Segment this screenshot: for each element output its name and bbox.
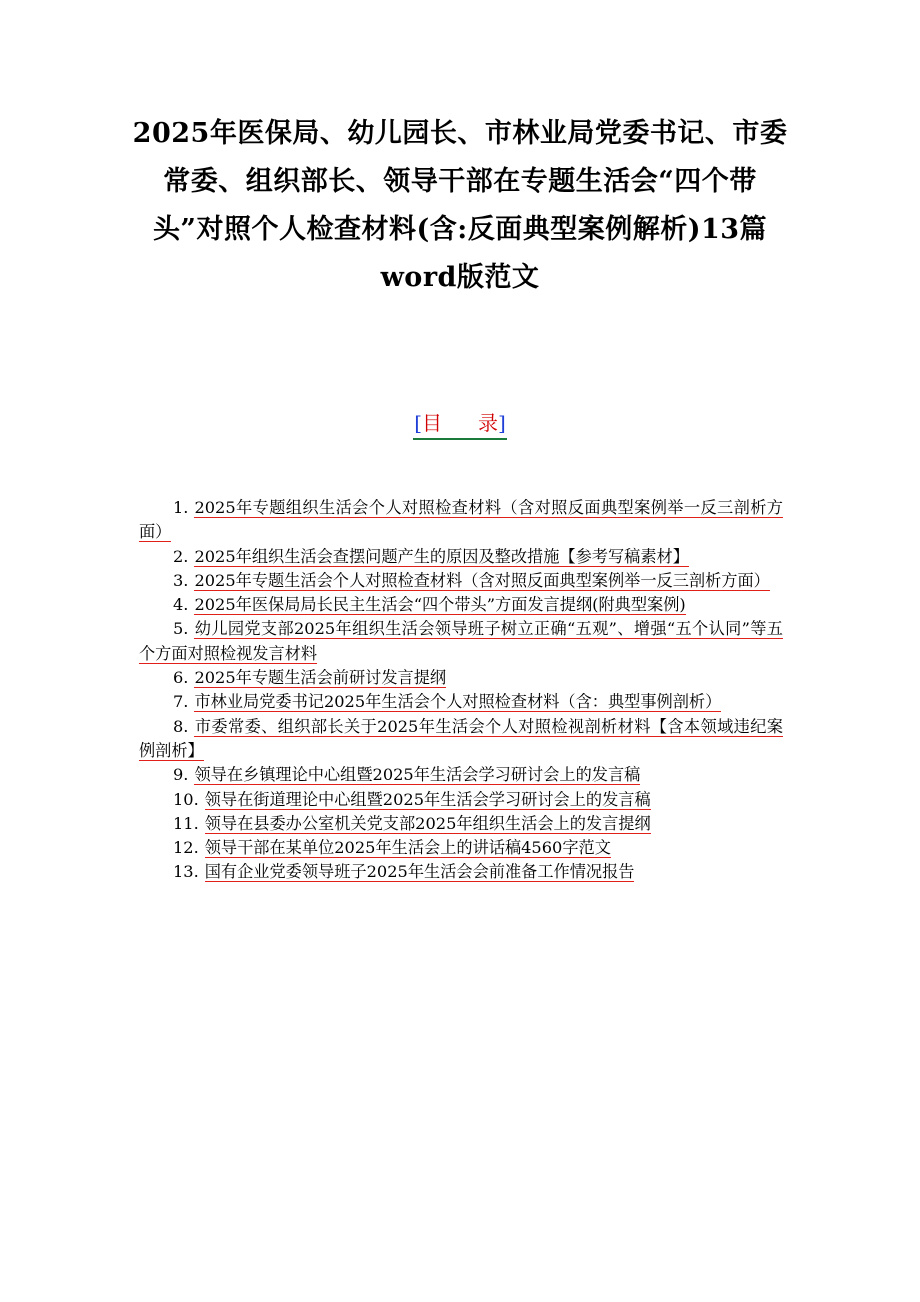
toc-open-bracket: [ [414, 411, 422, 435]
toc-link[interactable]: 2025年专题组织生活会个人对照检查材料（含对照反面典型案例举一反三剖析方面） [139, 498, 783, 542]
toc-item-13 [139, 860, 783, 884]
toc-item-number: 8. [173, 716, 189, 736]
toc-item-11 [139, 812, 783, 836]
toc-close-bracket: ] [498, 411, 506, 435]
toc-item-number: 6. [173, 668, 189, 688]
toc-link[interactable]: 市委常委、组织部长关于2025年生活会个人对照检视剖析材料【含本领域违纪案例剖析】 [139, 716, 783, 760]
toc-item-10 [139, 788, 783, 812]
toc-item-2 [139, 545, 783, 569]
toc-heading-word-2: 录 [478, 411, 498, 435]
toc-item-7 [139, 690, 783, 714]
toc-link[interactable]: 领导在街道理论中心组暨2025年生活会学习研讨会上的发言稿 [204, 789, 651, 809]
toc-link[interactable]: 领导在乡镇理论中心组暨2025年生活会学习研讨会上的发言稿 [194, 765, 641, 785]
toc-item-number: 1. [173, 498, 189, 517]
toc-list [139, 496, 783, 885]
toc-item-number: 3. [173, 570, 189, 590]
toc-item-number: 2. [173, 546, 189, 566]
toc-heading[interactable] [0, 408, 920, 440]
toc-link[interactable]: 2025年专题生活会前研讨发言提纲 [194, 668, 447, 688]
toc-item-4 [139, 593, 783, 617]
toc-item-8 [139, 715, 783, 764]
toc-item-number: 10. [173, 789, 199, 809]
toc-item-number: 12. [173, 838, 199, 858]
toc-item-12 [139, 836, 783, 860]
toc-item-1 [139, 496, 783, 545]
toc-link[interactable]: 2025年组织生活会查摆问题产生的原因及整改措施【参考写稿素材】 [194, 546, 689, 566]
toc-item-number: 9. [173, 765, 189, 785]
toc-link[interactable]: 领导干部在某单位2025年生活会上的讲话稿4560字范文 [204, 838, 611, 858]
toc-heading-word-1: 目 [422, 411, 442, 435]
toc-item-3 [139, 569, 783, 593]
toc-item-number: 7. [173, 692, 189, 712]
toc-item-6 [139, 666, 783, 690]
toc-link[interactable]: 国有企业党委领导班子2025年生活会会前准备工作情况报告 [204, 862, 635, 882]
toc-item-number: 11. [173, 813, 199, 833]
toc-item-9 [139, 763, 783, 787]
toc-link[interactable]: 市林业局党委书记2025年生活会个人对照检查材料（含：典型事例剖析） [194, 692, 722, 712]
document-title: 2025年医保局、幼儿园长、市林业局党委书记、市委常委、组织部长、领导干部在专题生活会“四个带头”对照个人检查材料(含:反面典型案例解析)13篇word版范文 [132, 118, 788, 293]
toc-item-number: 13. [173, 862, 199, 882]
toc-link[interactable]: 2025年医保局局长民主生活会“四个带头”方面发言提纲(附典型案例) [194, 595, 686, 615]
toc-link[interactable]: 领导在县委办公室机关党支部2025年组织生活会上的发言提纲 [204, 813, 651, 833]
toc-link[interactable]: 2025年专题生活会个人对照检查材料（含对照反面典型案例举一反三剖析方面） [194, 570, 770, 590]
toc-link[interactable]: 幼儿园党支部2025年组织生活会领导班子树立正确“五观”、增强“五个认同”等五个方面对照检视发言材料 [139, 619, 783, 663]
toc-item-number: 5. [173, 619, 189, 639]
toc-item-number: 4. [173, 595, 189, 615]
toc-heading-link[interactable] [413, 408, 507, 440]
toc-item-5 [139, 617, 783, 666]
